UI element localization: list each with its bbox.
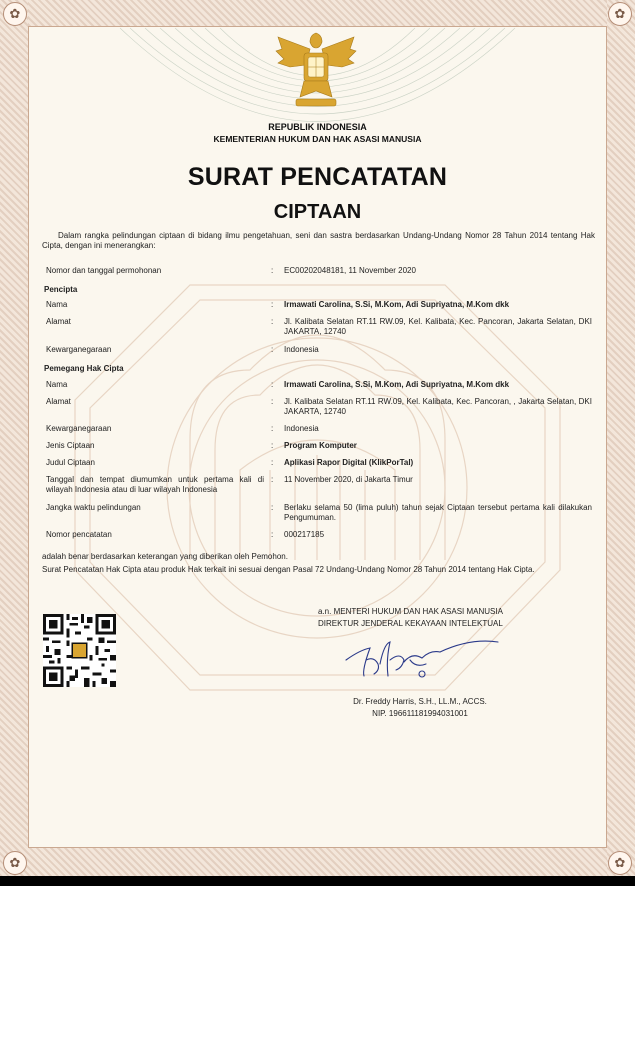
field-colon: : xyxy=(271,503,274,512)
field-label: Judul Ciptaan xyxy=(46,458,95,467)
field-value: Program Komputer xyxy=(284,441,357,450)
field-colon: : xyxy=(271,317,274,326)
field-label: Jenis Ciptaan xyxy=(46,441,95,450)
field-colon: : xyxy=(271,380,274,389)
inner-frame xyxy=(28,26,607,848)
document-title: SURAT PENCATATAN xyxy=(187,163,448,191)
signatory-position: DIREKTUR JENDERAL KEKAYAAN INTELEKTUAL xyxy=(318,619,503,628)
field-colon: : xyxy=(271,345,274,354)
field-label: Jangka waktu pelindungan xyxy=(46,503,141,512)
field-colon: : xyxy=(271,424,274,433)
signature-icon xyxy=(340,630,510,690)
field-value: 11 November 2020, di Jakarta Timur xyxy=(284,475,413,484)
qr-code-icon xyxy=(42,614,117,687)
field-colon: : xyxy=(271,475,274,484)
field-colon: : xyxy=(271,300,274,309)
corner-ornament-icon: ✿ xyxy=(608,851,632,875)
corner-ornament-icon: ✿ xyxy=(608,2,632,26)
garuda-emblem-icon xyxy=(270,27,362,113)
intro-paragraph: Dalam rangka pelindungan ciptaan di bidang ilmu pengetahuan, seni dan sastra berdasarkan Undang-Undang Nomor 28 Tahun 2014 tentang Hak Cipta, dengan ini menerangkan: xyxy=(42,231,595,250)
field-colon: : xyxy=(271,530,274,539)
corner-ornament-icon: ✿ xyxy=(3,851,27,875)
field-value: Berlaku selama 50 (lima puluh) tahun sejak Ciptaan tersebut pertama kali dilakukan Pengumuman. xyxy=(284,503,592,522)
border-top xyxy=(0,0,635,26)
field-value: Irmawati Carolina, S.Si, M.Kom, Adi Supriyatna, M.Kom dkk xyxy=(284,300,510,309)
field-label: Nama xyxy=(46,300,68,309)
field-value: EC00202048181, 11 November 2020 xyxy=(284,266,416,275)
field-colon: : xyxy=(271,266,274,275)
field-label: Tanggal dan tempat diumumkan untuk pertama kali di wilayah Indonesia atau di luar wilayah Indonesia xyxy=(46,475,264,494)
signatory-nip: NIP. 196611181994031001 xyxy=(372,709,468,718)
field-colon: : xyxy=(271,458,274,467)
field-label: Nomor dan tanggal permohonan xyxy=(46,266,162,275)
field-label: Kewarganegaraan xyxy=(46,424,112,433)
field-label: Nomor pencatatan xyxy=(46,530,112,539)
closing-line-1: adalah benar berdasarkan keterangan yang diberikan oleh Pemohon. xyxy=(42,552,288,561)
ministry-heading: KEMENTERIAN HUKUM DAN HAK ASASI MANUSIA xyxy=(213,134,422,144)
corner-ornament-icon: ✿ xyxy=(3,2,27,26)
field-label: Alamat xyxy=(46,397,71,406)
section-pencipta: Pencipta xyxy=(44,285,78,294)
field-value: Aplikasi Rapor Digital (KlikPorTal) xyxy=(284,458,414,467)
closing-line-2: Surat Pencatatan Hak Cipta atau produk Hak terkait ini sesuai dengan Pasal 72 Undang-Undang Nomor 28 Tahun 2014 tentang Hak Cipta. xyxy=(42,565,535,574)
document-subtitle: CIPTAAN xyxy=(273,201,362,223)
field-value: Jl. Kalibata Selatan RT.11 RW.09, Kel. Kalibata, Kec. Pancoran, Jakarta Selatan, DKI JAKARTA, 12740 xyxy=(284,317,592,336)
field-label: Kewarganegaraan xyxy=(46,345,112,354)
field-label: Alamat xyxy=(46,317,71,326)
field-label: Nama xyxy=(46,380,68,389)
field-value: Jl. Kalibata Selatan RT.11 RW.09, Kel. Kalibata, Kec. Pancoran, , Jakarta Selatan, DKI JAKARTA, 12740 xyxy=(284,397,592,416)
border-bottom xyxy=(0,848,635,876)
field-colon: : xyxy=(271,397,274,406)
signatory-on-behalf: a.n. MENTERI HUKUM DAN HAK ASASI MANUSIA xyxy=(318,607,503,616)
signatory-name: Dr. Freddy Harris, S.H., LL.M., ACCS. xyxy=(353,697,487,706)
page-bottom-bar xyxy=(0,876,635,886)
field-value: Irmawati Carolina, S.Si, M.Kom, Adi Supriyatna, M.Kom dkk xyxy=(284,380,510,389)
section-pemegang: Pemegang Hak Cipta xyxy=(44,364,124,373)
field-value: Indonesia xyxy=(284,345,319,354)
field-colon: : xyxy=(271,441,274,450)
field-value: Indonesia xyxy=(284,424,319,433)
country-heading: REPUBLIK INDONESIA xyxy=(268,122,367,132)
field-value: 000217185 xyxy=(284,530,325,539)
